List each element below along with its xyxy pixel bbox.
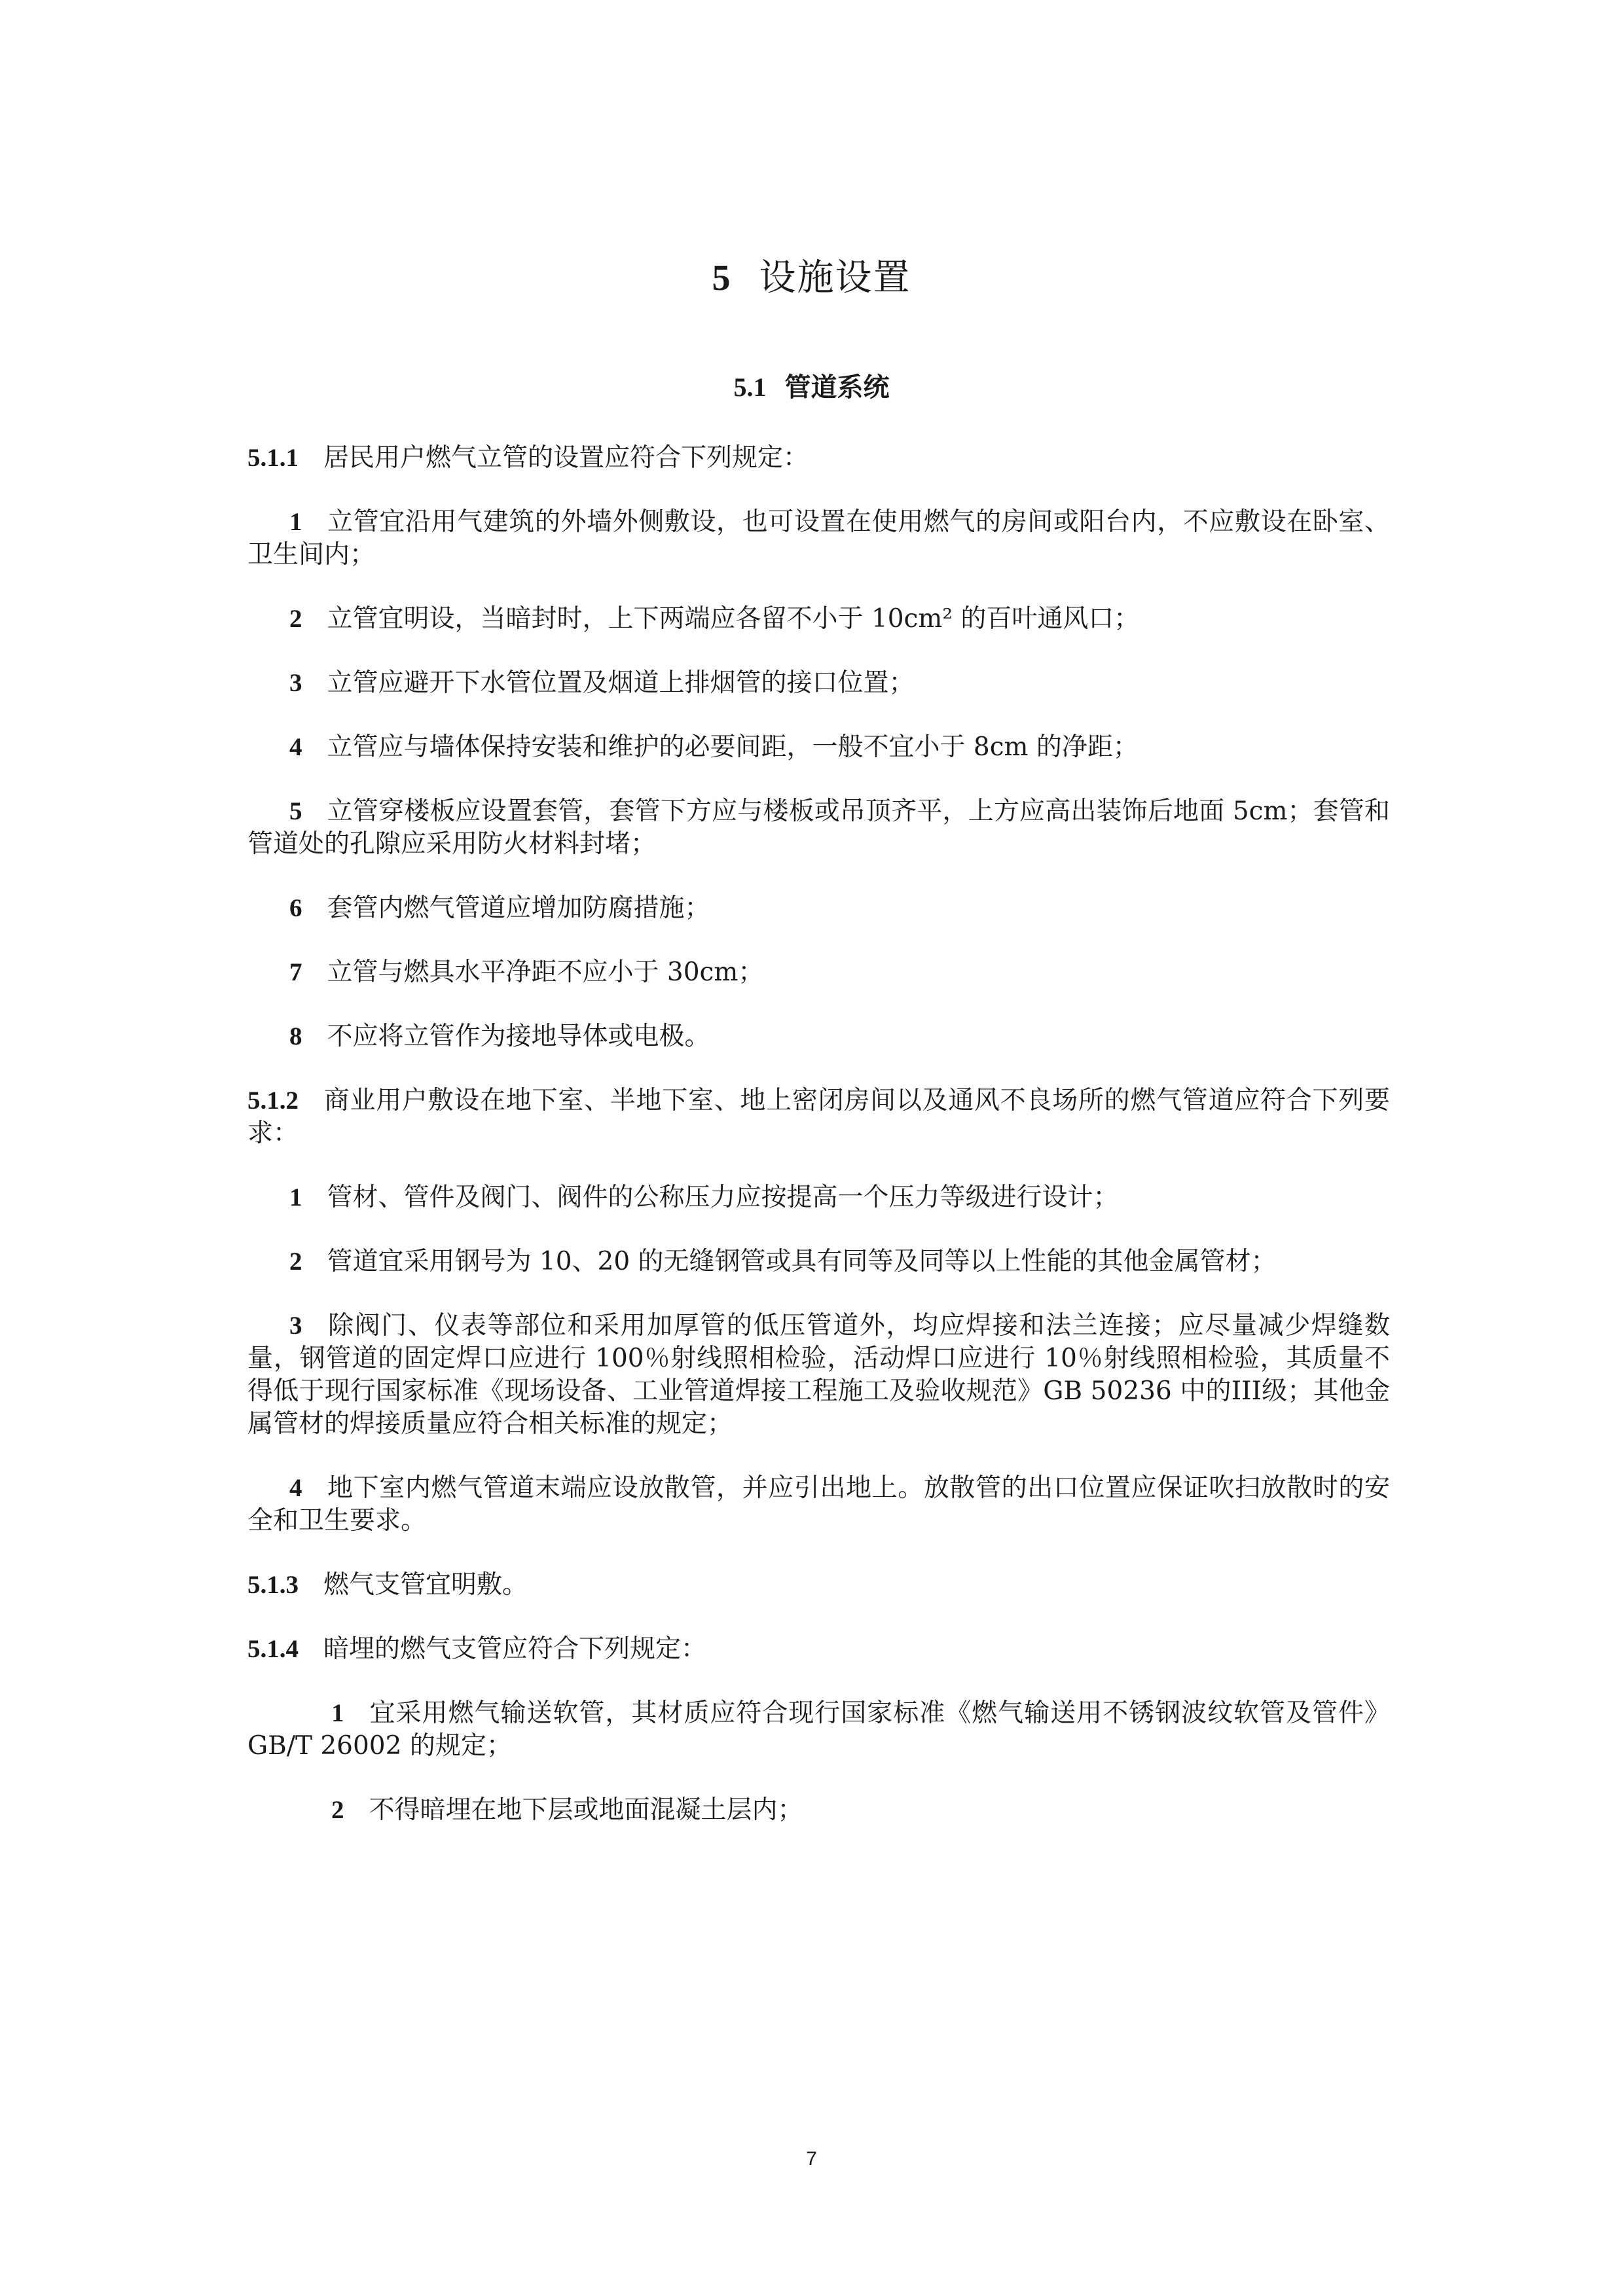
- clause-number: 5.1.4: [247, 1635, 299, 1663]
- paragraph-text: 立管应避开下水管位置及烟道上排烟管的接口位置；: [327, 668, 915, 698]
- clause-paragraph: [247, 1633, 1390, 1666]
- item-number: 2: [289, 1247, 302, 1276]
- chapter-number: 5: [712, 258, 732, 298]
- list-item: [247, 1310, 1390, 1441]
- clause-number: 5.1.1: [247, 444, 299, 472]
- paragraph-text: 除阀门、仪表等部位和采用加厚管的低压管道外，均应焊接和法兰连接；应尽量减少焊缝数量，钢管道的固定焊口应进行 100％射线照相检验，活动焊口应进行 10％射线照相检验，其质量不得低于现行国家标准《现场设备、工业管道焊接工程施工及验收规范》GB 50236 中的III级；其他金属管材的焊接质量应符合相关标准的规定；: [247, 1311, 1390, 1439]
- item-number: 3: [289, 669, 302, 697]
- item-number: 2: [331, 1796, 344, 1824]
- list-item: [247, 506, 1390, 571]
- item-number: 5: [289, 797, 302, 825]
- item-number: 1: [289, 1183, 302, 1211]
- list-item: [247, 892, 1390, 925]
- list-item: [247, 731, 1390, 764]
- section-title-text: 管道系统: [784, 372, 890, 403]
- paragraph-text: 宜采用燃气输送软管，其材质应符合现行国家标准《燃气输送用不锈钢波纹软管及管件》GB/T 26002 的规定；: [247, 1698, 1390, 1761]
- paragraph-text: 套管内燃气管道应增加防腐措施；: [327, 893, 710, 923]
- paragraph-text: 管道宜采用钢号为 10、20 的无缝钢管或具有同等及同等以上性能的其他金属管材；: [327, 1247, 1277, 1276]
- paragraph-text: 地下室内燃气管道末端应设放散管，并应引出地上。放散管的出口位置应保证吹扫放散时的安全和卫生要求。: [247, 1473, 1390, 1535]
- section-number: 5.1: [733, 372, 767, 402]
- chapter-title: [0, 252, 1623, 304]
- list-item: [247, 795, 1390, 861]
- paragraph-text: 立管应与墙体保持安装和维护的必要间距，一般不宜小于 8cm 的净距；: [327, 732, 1139, 762]
- paragraph-text: 不应将立管作为接地导体或电极。: [327, 1022, 710, 1051]
- clause-number: 5.1.2: [247, 1086, 299, 1115]
- item-number: 4: [289, 733, 302, 761]
- item-number: 7: [289, 958, 302, 986]
- item-number: 1: [289, 508, 302, 536]
- paragraph-text: 暗埋的燃气支管应符合下列规定：: [323, 1634, 707, 1664]
- clause-paragraph: [247, 442, 1390, 475]
- paragraph-text: 立管与燃具水平净距不应小于 30cm；: [327, 958, 764, 987]
- paragraph-text: 居民用户燃气立管的设置应符合下列规定：: [323, 443, 809, 473]
- paragraph-text: 立管宜沿用气建筑的外墙外侧敷设，也可设置在使用燃气的房间或阳台内，不应敷设在卧室、卫生间内；: [247, 507, 1390, 569]
- clause-paragraph: [247, 1085, 1390, 1150]
- paragraph-text: 不得暗埋在地下层或地面混凝土层内；: [369, 1795, 803, 1825]
- list-item: [247, 1472, 1390, 1537]
- list-item: [247, 603, 1390, 636]
- list-item: [247, 1020, 1390, 1053]
- section-title: [0, 368, 1623, 407]
- body-text: [247, 442, 1390, 1858]
- list-item: [247, 1181, 1390, 1214]
- chapter-title-text: 设施设置: [759, 257, 911, 299]
- paragraph-text: 燃气支管宜明敷。: [323, 1570, 528, 1600]
- list-item: [247, 1697, 1390, 1763]
- item-number: 8: [289, 1022, 302, 1050]
- list-item: [247, 1246, 1390, 1278]
- paragraph-text: 管材、管件及阀门、阀件的公称压力应按提高一个压力等级进行设计；: [327, 1183, 1119, 1212]
- item-number: 6: [289, 894, 302, 922]
- list-item: [247, 1794, 1390, 1827]
- item-number: 2: [289, 605, 302, 633]
- paragraph-text: 立管穿楼板应设置套管，套管下方应与楼板或吊顶齐平，上方应高出装饰后地面 5cm；套管和管道处的孔隙应采用防火材料封堵；: [247, 797, 1390, 859]
- clause-paragraph: [247, 1569, 1390, 1602]
- list-item: [247, 956, 1390, 989]
- paragraph-text: 立管宜明设，当暗封时，上下两端应各留不小于 10cm² 的百叶通风口；: [327, 604, 1140, 634]
- item-number: 1: [331, 1699, 344, 1727]
- item-number: 4: [289, 1474, 302, 1502]
- item-number: 3: [289, 1312, 302, 1340]
- clause-number: 5.1.3: [247, 1571, 299, 1599]
- list-item: [247, 667, 1390, 700]
- page-number: 7: [806, 2148, 817, 2170]
- paragraph-text: 商业用户敷设在地下室、半地下室、地上密闭房间以及通风不良场所的燃气管道应符合下列要求：: [247, 1086, 1390, 1148]
